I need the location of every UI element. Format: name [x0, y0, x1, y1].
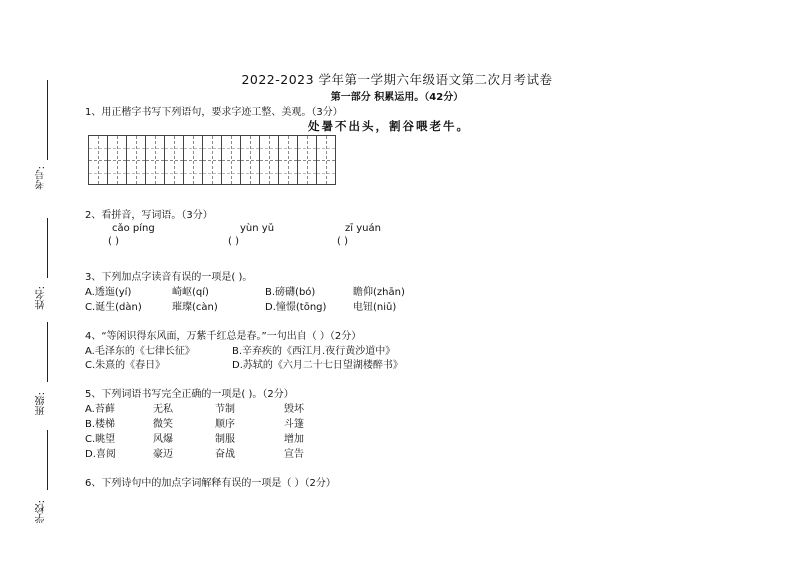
exam-no-label: 考号:: [36, 166, 47, 190]
q5-option: 斗篷: [284, 419, 304, 430]
q5-option: D.喜阅: [85, 449, 116, 460]
section-heading: 第一部分 积累运用。（42分）: [330, 92, 464, 103]
q5-option: 制服: [215, 434, 235, 445]
name-label: 姓名:: [36, 286, 47, 310]
q1-prompt: 1、用正楷字书写下列语句，要求字迹工整、美观。（3分）: [85, 107, 343, 118]
q3-prompt: 3、下列加点字读音有误的一项是( )。: [85, 272, 253, 283]
q2-prompt: 2、看拼音，写词语。（3分）: [85, 210, 213, 221]
q4-option: C.朱熹的《春日》: [85, 360, 166, 371]
writing-grid[interactable]: [88, 135, 335, 185]
q2-pinyin-3: zī yuán: [345, 223, 381, 234]
exam-title: 2022-2023 学年第一学期六年级语文第二次月考试卷: [241, 72, 553, 87]
q3-option: 崎岖(qí): [172, 287, 209, 298]
q5-option: 豪迈: [153, 449, 173, 460]
q3-option: D.憧憬(tōng): [265, 302, 327, 313]
q5-option: 顺序: [215, 419, 235, 430]
q5-option: 宣告: [284, 449, 304, 460]
binding-line: [47, 218, 48, 278]
q5-option: 增加: [284, 434, 304, 445]
grid-cell[interactable]: [221, 135, 241, 185]
q2-blank-3[interactable]: ( ): [337, 236, 348, 247]
q2-blank-1[interactable]: ( ): [108, 236, 119, 247]
q4-option: D.苏轼的《六月二十七日望湖楼醉书》: [232, 360, 403, 371]
q3-option: C.诞生(dàn): [85, 302, 142, 313]
q3-option: A.透迤(yí): [85, 287, 132, 298]
q5-option: 节制: [215, 404, 235, 415]
q5-option: B.楼梯: [85, 419, 116, 430]
binding-line: [47, 322, 48, 382]
q2-blank-2[interactable]: ( ): [228, 236, 239, 247]
q5-option: C.眺望: [85, 434, 116, 445]
q4-prompt: 4、“等闲识得东风面，万紫千红总是春。”一句出自（ ）（2分）: [85, 331, 362, 342]
class-label: 班级:: [36, 392, 47, 416]
grid-cell[interactable]: [259, 135, 279, 185]
q6-prompt: 6、下列诗句中的加点字词解释有误的一项是（ ）（2分）: [85, 478, 336, 489]
grid-cell[interactable]: [240, 135, 260, 185]
grid-cell[interactable]: [202, 135, 222, 185]
grid-cell[interactable]: [297, 135, 317, 185]
q5-option: 微笑: [153, 419, 173, 430]
q5-option: 奋战: [215, 449, 235, 460]
grid-cell[interactable]: [316, 135, 336, 185]
grid-cell[interactable]: [164, 135, 184, 185]
school-label: 学校:: [36, 500, 47, 524]
q3-option: 电钮(niǔ): [353, 302, 397, 313]
q2-pinyin-1: cǎo píng: [112, 223, 155, 234]
q1-sentence: 处暑不出头，割谷喂老牛。: [308, 119, 470, 133]
q2-pinyin-2: yùn yǔ: [240, 223, 275, 234]
grid-cell[interactable]: [126, 135, 146, 185]
q3-option: 瞻仰(zhān): [353, 287, 405, 298]
grid-cell[interactable]: [183, 135, 203, 185]
binding-line: [47, 430, 48, 490]
q4-option: B.辛弃疾的《西江月.夜行黄沙道中》: [232, 346, 396, 357]
grid-cell[interactable]: [145, 135, 165, 185]
grid-cell[interactable]: [107, 135, 127, 185]
q4-option: A.毛泽东的《七律长征》: [85, 346, 195, 357]
grid-cell[interactable]: [88, 135, 108, 185]
grid-cell[interactable]: [278, 135, 298, 185]
q5-option: 毁坏: [284, 404, 304, 415]
q3-option: 璀璨(càn): [172, 302, 218, 313]
q3-option: B.磅礴(bó): [265, 287, 316, 298]
q5-option: 无私: [153, 404, 173, 415]
q5-prompt: 5、下列词语书写完全正确的一项是( )。（2分）: [85, 389, 294, 400]
q5-option: A.苔藓: [85, 404, 115, 415]
q5-option: 风爆: [153, 434, 173, 445]
